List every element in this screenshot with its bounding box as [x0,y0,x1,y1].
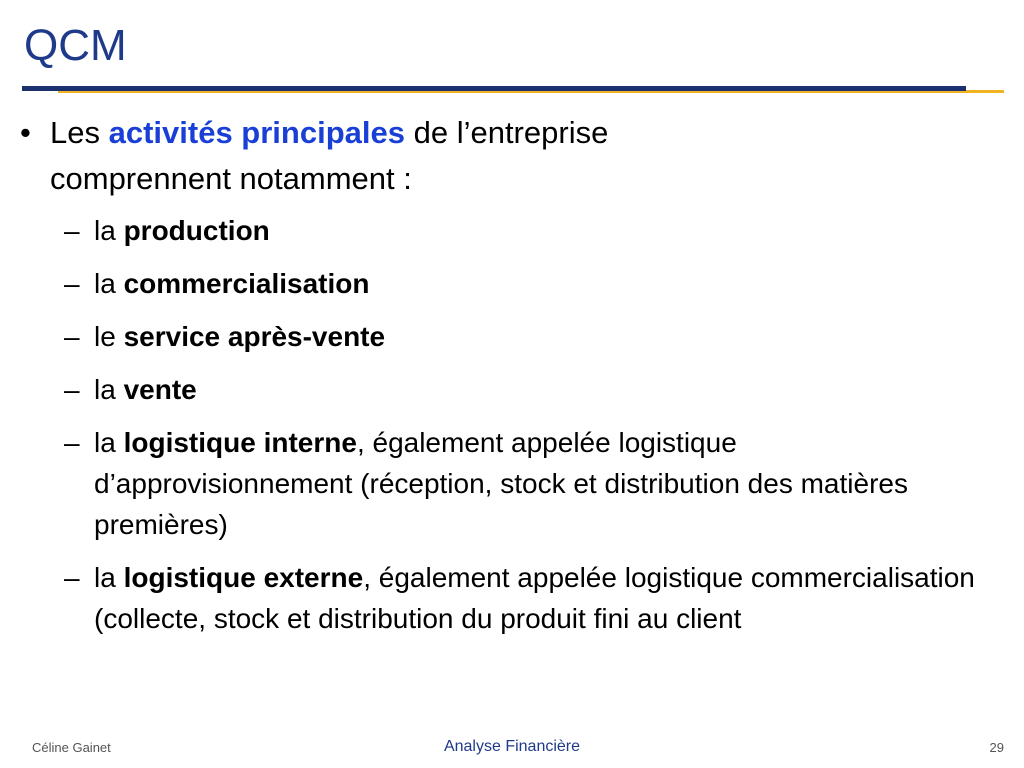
dash-icon: – [64,321,80,352]
dash-icon: – [64,562,80,593]
intro-highlight: activités principales [108,115,405,150]
slide-content [20,110,980,651]
item-description: , également appelée logistique commercialisation (collecte, stock et distribution du produit fini au client [94,562,975,634]
intro-text-line2: comprennent notamment : [50,161,412,196]
item-prefix: la [94,562,124,593]
item-prefix: le [94,321,124,352]
item-term: production [123,215,270,246]
slide-title: QCM [24,21,127,70]
dash-icon: – [64,374,80,405]
list-item-production [20,210,980,251]
list-item-logistique-interne [20,422,980,545]
item-prefix: la [94,215,124,246]
footer-page-number: 29 [989,740,1004,755]
item-prefix: la [94,427,124,458]
dash-icon: – [64,268,80,299]
list-item-logistique-externe [20,557,980,639]
footer-course-title: Analyse Financière [443,738,581,755]
intro-text-before: Les [50,115,109,150]
item-prefix: la [94,268,124,299]
list-item-vente [20,369,980,410]
dash-icon: – [64,215,80,246]
item-term: logistique interne [123,427,357,458]
item-term: vente [123,374,197,405]
list-item-commercialisation [20,263,980,304]
intro-text-after: de l’entreprise [404,115,609,150]
list-item-service-apres-vente [20,316,980,357]
item-prefix: la [94,374,124,405]
dash-icon: – [64,427,80,458]
item-description: , également appelée logistique d’approvisionnement (réception, stock et distribution des matières premières) [94,427,908,540]
bullet-icon: • [20,115,31,150]
intro-bullet-item [20,110,980,202]
item-term: logistique externe [123,562,364,593]
title-underline-navy [22,86,966,91]
item-term: service après-vente [123,321,386,352]
footer-author: Céline Gainet [32,740,111,755]
item-term: commercialisation [123,268,370,299]
